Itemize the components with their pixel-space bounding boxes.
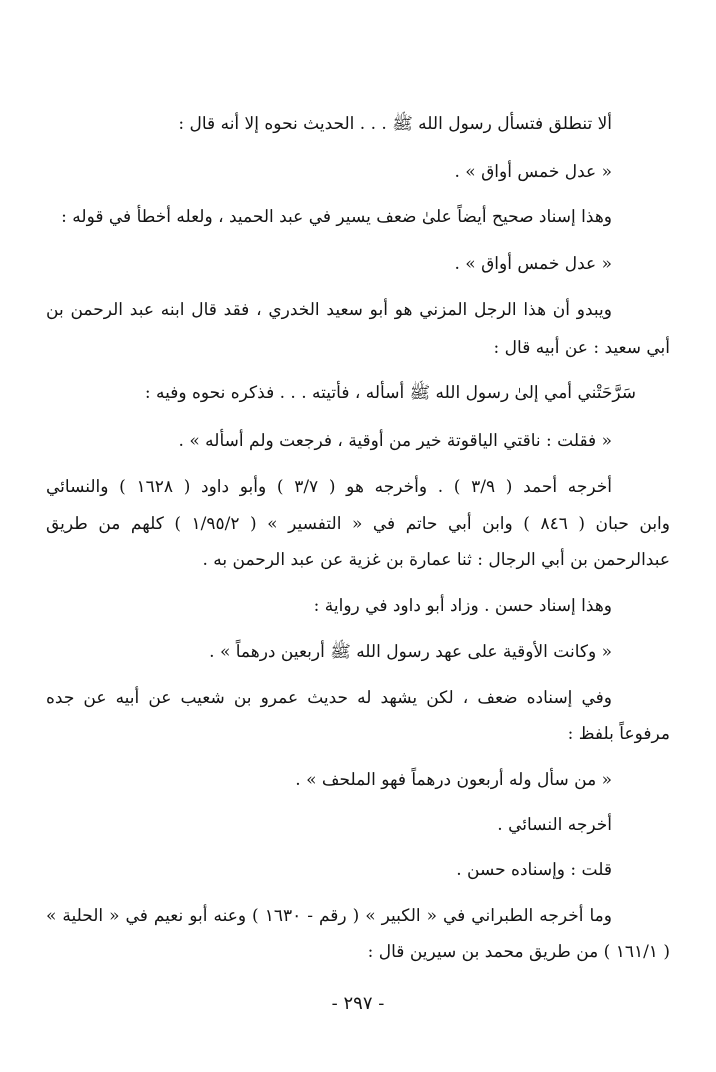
text-line-1: ألا تنطلق فتسأل رسول الله ﷺ . . . الحديث نحوه إلا أنه قال : (178, 114, 612, 134)
text-line-2: « عدل خمس أواق » . (454, 162, 612, 182)
text-line-5: ويبدو أن هذا الرجل المزني هو أبو سعيد الخدري ، فقد قال ابنه عبد الرحمن بن (46, 300, 612, 320)
text-line-19: وما أخرجه الطبراني في « الكبير » ( رقم - ١٦٣٠ ) وعنه أبو نعيم في « الحلية » (46, 906, 613, 926)
text-line-13: « وكانت الأوقية على عهد رسول الله ﷺ أربعين درهماً » . (209, 642, 612, 662)
text-line-10: وابن حبان ( ٨٤٦ ) وابن أبي حاتم في « التفسير » ( ١/٩٥/٢ ) كلهم من طريق (46, 514, 670, 534)
page-number: - ٢٩٧ - (331, 993, 385, 1014)
text-line-7: سَرَّحَتْني أمي إلىٰ رسول الله ﷺ أسأله ، فأتيته . . . فذكره نحوه وفيه : (144, 383, 636, 403)
text-line-17: أخرجه النسائي . (497, 815, 612, 835)
text-line-16: « من سأل وله أربعون درهماً فهو الملحف » . (295, 770, 612, 790)
text-line-12: وهذا إسناد حسن . وزاد أبو داود في رواية : (313, 596, 612, 616)
text-line-20: ( ١٦١/١ ) من طريق محمد بن سيرين قال : (367, 942, 670, 962)
text-line-9: أخرجه أحمد ( ٣/٩ ) . وأخرجه هو ( ٣/٧ ) وأبو داود ( ١٦٢٨ ) والنسائي (46, 477, 612, 497)
text-line-3: وهذا إسناد صحيح أيضاً علىٰ ضعف يسير في عبد الحميد ، ولعله أخطأ في قوله : (61, 207, 612, 227)
text-line-4: « عدل خمس أواق » . (454, 254, 612, 274)
text-line-15: مرفوعاً بلفظ : (567, 724, 670, 744)
text-line-6: أبي سعيد : عن أبيه قال : (493, 338, 670, 358)
text-line-8: « فقلت : ناقتي الياقوتة خير من أوقية ، فرجعت ولم أسأله » . (178, 431, 612, 451)
text-line-11: عبدالرحمن بن أبي الرجال : ثنا عمارة بن غزية عن عبد الرحمن به . (202, 550, 670, 570)
text-line-18: قلت : وإسناده حسن . (456, 860, 612, 880)
text-line-14: وفي إسناده ضعف ، لكن يشهد له حديث عمرو بن شعيب عن أبيه عن جده (46, 688, 612, 708)
